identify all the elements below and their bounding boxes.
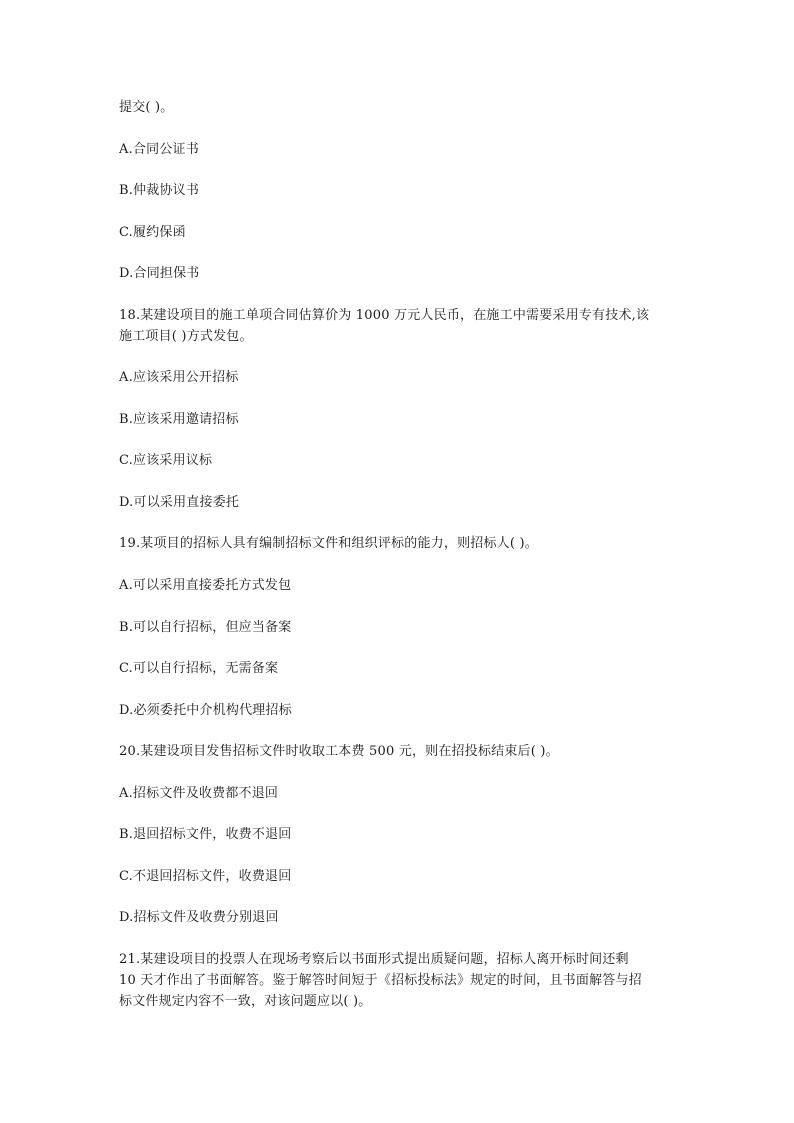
- question-20-option-b: B.退回招标文件，收费不退回: [119, 827, 292, 842]
- question-19-stem: 19.某项目的招标人具有编制招标文件和组织评标的能力，则招标人( )。: [119, 536, 538, 551]
- question-20-option-d: D.招标文件及收费分别退回: [119, 910, 279, 925]
- question-18-stem-line-1: 18.某建设项目的施工单项合同估算价为 1000 万元人民币，在施工中需要采用专有技术,该: [119, 308, 650, 323]
- question-21-stem-line-1: 21.某建设项目的投票人在现场考察后以书面形式提出质疑问题，招标人离开标时间还剩: [119, 952, 629, 967]
- question-17-option-b: B.仲裁协议书: [119, 183, 200, 198]
- question-19-option-c: C.可以自行招标，无需备案: [119, 661, 279, 676]
- question-18-stem-line-2: 施工项目( )方式发包。: [119, 329, 253, 344]
- question-20-option-a: A.招标文件及收费都不退回: [119, 786, 279, 801]
- question-17-option-d: D.合同担保书: [119, 266, 200, 281]
- question-21-stem-line-2: 10 天才作出了书面解答。鉴于解答时间短于《招标投标法》规定的时间，且书面解答与招: [119, 973, 642, 988]
- question-17-option-c: C.履约保函: [119, 225, 186, 240]
- question-17-stem-continued: 提交( )。: [119, 100, 174, 115]
- question-18-option-b: B.应该采用邀请招标: [119, 412, 239, 427]
- question-18-option-d: D.可以采用直接委托: [119, 495, 240, 510]
- question-19-option-b: B.可以自行招标，但应当备案: [119, 620, 292, 635]
- question-20-option-c: C.不退回招标文件，收费退回: [119, 869, 292, 884]
- question-17-option-a: A.合同公证书: [119, 142, 199, 157]
- question-20-stem: 20.某建设项目发售招标文件时收取工本费 500 元，则在招投标结束后( )。: [119, 744, 559, 759]
- question-18-option-a: A.应该采用公开招标: [119, 370, 239, 385]
- question-19-option-d: D.必须委托中介机构代理招标: [119, 703, 292, 718]
- question-19-option-a: A.可以采用直接委托方式发包: [119, 578, 292, 593]
- question-18-option-c: C.应该采用议标: [119, 453, 213, 468]
- question-21-stem-line-3: 标文件规定内容不一致，对该问题应以( )。: [119, 994, 372, 1009]
